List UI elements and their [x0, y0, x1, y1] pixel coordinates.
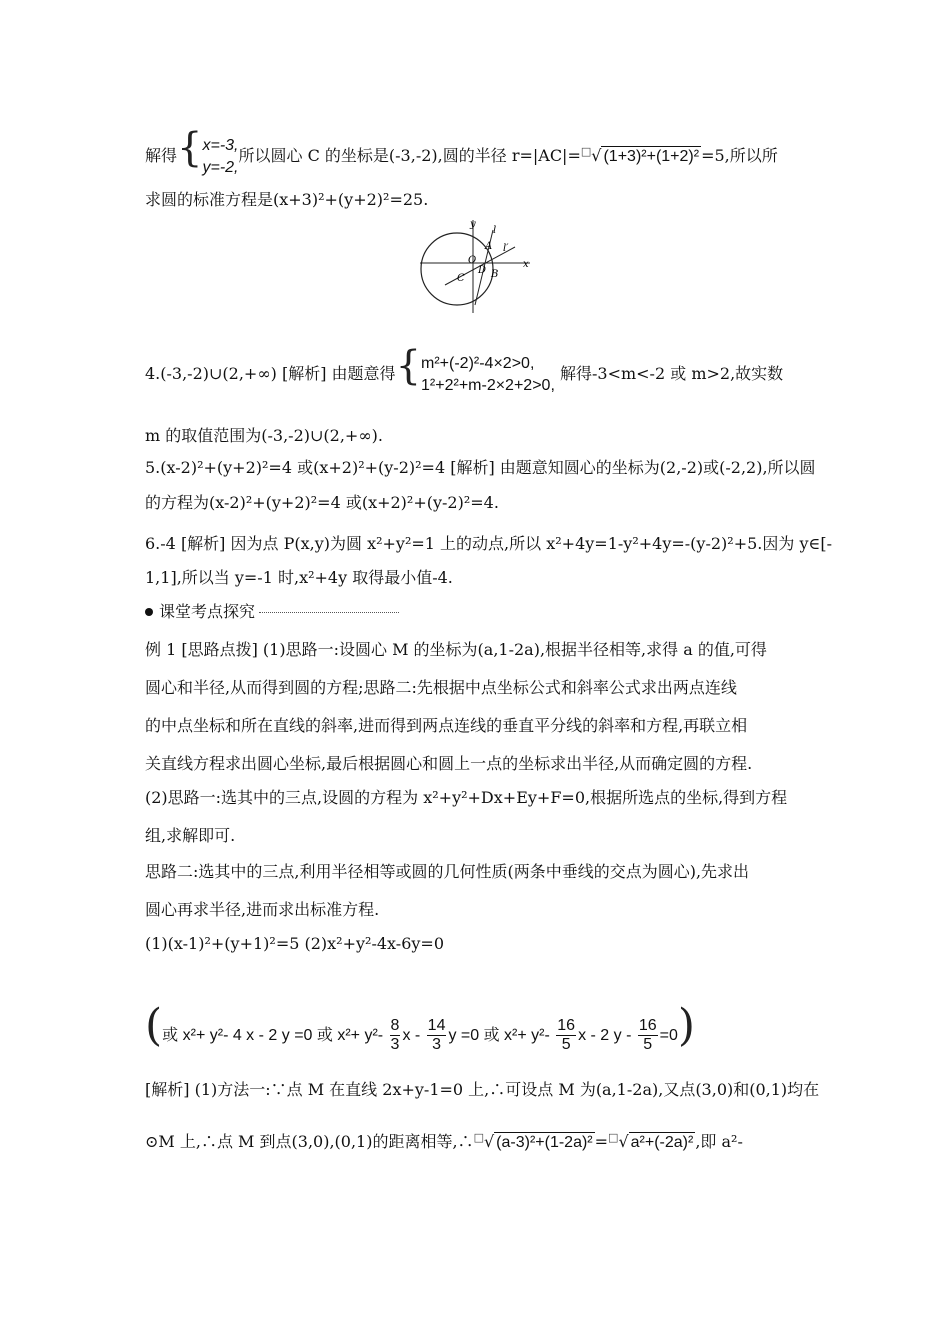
- line-8: 6.-4 [解析] 因为点 P(x,y)为圆 x²+y²=1 上的动点,所以 x²+4y=1-y²+4y=-(y-2)²+5.因为 y∈[-: [145, 534, 832, 553]
- line-1: 解得{ x=-3, y=-2, 所以圆心 C 的坐标是(-3,-2),圆的半径 r=|AC|=□√ (1+3)²+(1+2)² =5,所以所: [145, 128, 810, 179]
- line-4: 4.(-3,-2)∪(2,+∞) [解析] 由题意得{ m²+(-2)²-4×2>0, 1²+2²+m-2×2+2>0, 解得-3<m<-2 或 m>2,故实数: [145, 346, 810, 397]
- axis-x-label: x: [523, 259, 529, 270]
- text: 4.(-3,-2)∪(2,+∞) [解析] 由题意得: [145, 364, 396, 383]
- text: 解得: [145, 146, 178, 165]
- text: =: [594, 1132, 609, 1151]
- line-20: (或 x²+ y²- 4 x - 2 y =0 或 x²+ y²- $\frac{8}{3}$ x - $\frac{14}{3}$ y =0 或 x²+ y²- $\frac{16}{5}$ x - 2 y - $\frac{16}{5}$ =0): [145, 1000, 696, 1053]
- text: y =0 或 x²+ y²-: [448, 1027, 555, 1044]
- line-10: [145, 600, 810, 624]
- line-14: 关直线方程求出圆心坐标,最后根据圆心和圆上一点的坐标求出半径,从而确定圆的方程.: [145, 754, 753, 773]
- line-7: 的方程为(x-2)²+(y+2)²=4 或(x+2)²+(y-2)²=4.: [145, 493, 499, 512]
- text: ,即 a²-: [695, 1132, 743, 1151]
- point-b-label: B: [491, 269, 499, 280]
- point-d-label: D: [478, 265, 487, 276]
- point-c-label: C: [457, 273, 465, 284]
- line-15: (2)思路一:选其中的三点,设圆的方程为 x²+y²+Dx+Ey+F=0,根据所选点的坐标,得到方程: [145, 788, 788, 807]
- radicand: a²+(-2a)²: [630, 1134, 694, 1151]
- line-lp-label: l′: [503, 243, 509, 254]
- line-18: 圆心再求半径,进而求出标准方程.: [145, 900, 380, 919]
- equation-system: x=-3, y=-2,: [202, 136, 239, 176]
- line-5: m 的取值范围为(-3,-2)∪(2,+∞).: [145, 426, 383, 445]
- radicand: (a-3)²+(1-2a)²: [496, 1134, 593, 1151]
- line-12: 圆心和半径,从而得到圆的方程;思路二:先根据中点坐标公式和斜率公式求出两点连线: [145, 678, 737, 697]
- circle-diagram: [415, 215, 535, 315]
- point-a-label: A: [485, 241, 493, 252]
- line-16: 组,求解即可.: [145, 826, 236, 845]
- line-2: 求圆的标准方程是(x+3)²+(y+2)²=25.: [145, 190, 429, 209]
- line-11: 例 1 [思路点拨] (1)思路一:设圆心 M 的坐标为(a,1-2a),根据半径相等,求得 a 的值,可得: [145, 640, 767, 659]
- bullet-icon: [145, 608, 153, 616]
- text: x -: [402, 1027, 425, 1044]
- text: x - 2 y -: [578, 1027, 636, 1044]
- line-l-label: l: [493, 225, 497, 236]
- fraction: $\frac{14}{3}$: [427, 1017, 446, 1053]
- dotted-leader: [259, 612, 399, 613]
- text: 解得-3<m<-2 或 m>2,故实数: [559, 364, 784, 383]
- line-17: 思路二:选其中的三点,利用半径相等或圆的几何性质(两条中垂线的交点为圆心),先求出: [145, 862, 750, 881]
- text: =5,所以所: [701, 146, 778, 165]
- text: 或 x²+ y²- 4 x - 2 y =0 或 x²+ y²-: [162, 1027, 388, 1044]
- text: ⊙M 上,∴点 M 到点(3,0),(0,1)的距离相等,∴: [145, 1132, 474, 1151]
- line-21: [解析] (1)方法一:∵点 M 在直线 2x+y-1=0 上,∴可设点 M 为(a,1-2a),又点(3,0)和(0,1)均在: [145, 1080, 820, 1099]
- fraction: $\frac{16}{5}$: [557, 1017, 576, 1053]
- line-22: ⊙M 上,∴点 M 到点(3,0),(0,1)的距离相等,∴□√ (a-3)²+(1-2a)² =□√ a²+(-2a)² ,即 a²-: [145, 1131, 743, 1151]
- radicand: (1+3)²+(1+2)²: [603, 148, 700, 165]
- line-9: 1,1],所以当 y=-1 时,x²+4y 取得最小值-4.: [145, 568, 453, 587]
- line-6: 5.(x-2)²+(y+2)²=4 或(x+2)²+(y-2)²=4 [解析] 由题意知圆心的坐标为(2,-2)或(-2,2),所以圆: [145, 458, 816, 477]
- text: 所以圆心 C 的坐标是(-3,-2),圆的半径 r=|AC|=: [238, 146, 581, 165]
- inequality-system: m²+(-2)²-4×2>0, 1²+2²+m-2×2+2>0,: [421, 354, 555, 394]
- fraction: $\frac{16}{5}$: [638, 1017, 657, 1053]
- line-19: (1)(x-1)²+(y+1)²=5 (2)x²+y²-4x-6y=0: [145, 934, 444, 953]
- axis-y-label: y: [470, 219, 476, 230]
- text: =0: [659, 1027, 678, 1044]
- point-o-label: O: [468, 255, 477, 266]
- section-title: 课堂考点探究: [159, 602, 256, 621]
- fraction: $\frac{8}{3}$: [390, 1017, 400, 1053]
- line-13: 的中点坐标和所在直线的斜率,进而得到两点连线的垂直平分线的斜率和方程,再联立相: [145, 716, 748, 735]
